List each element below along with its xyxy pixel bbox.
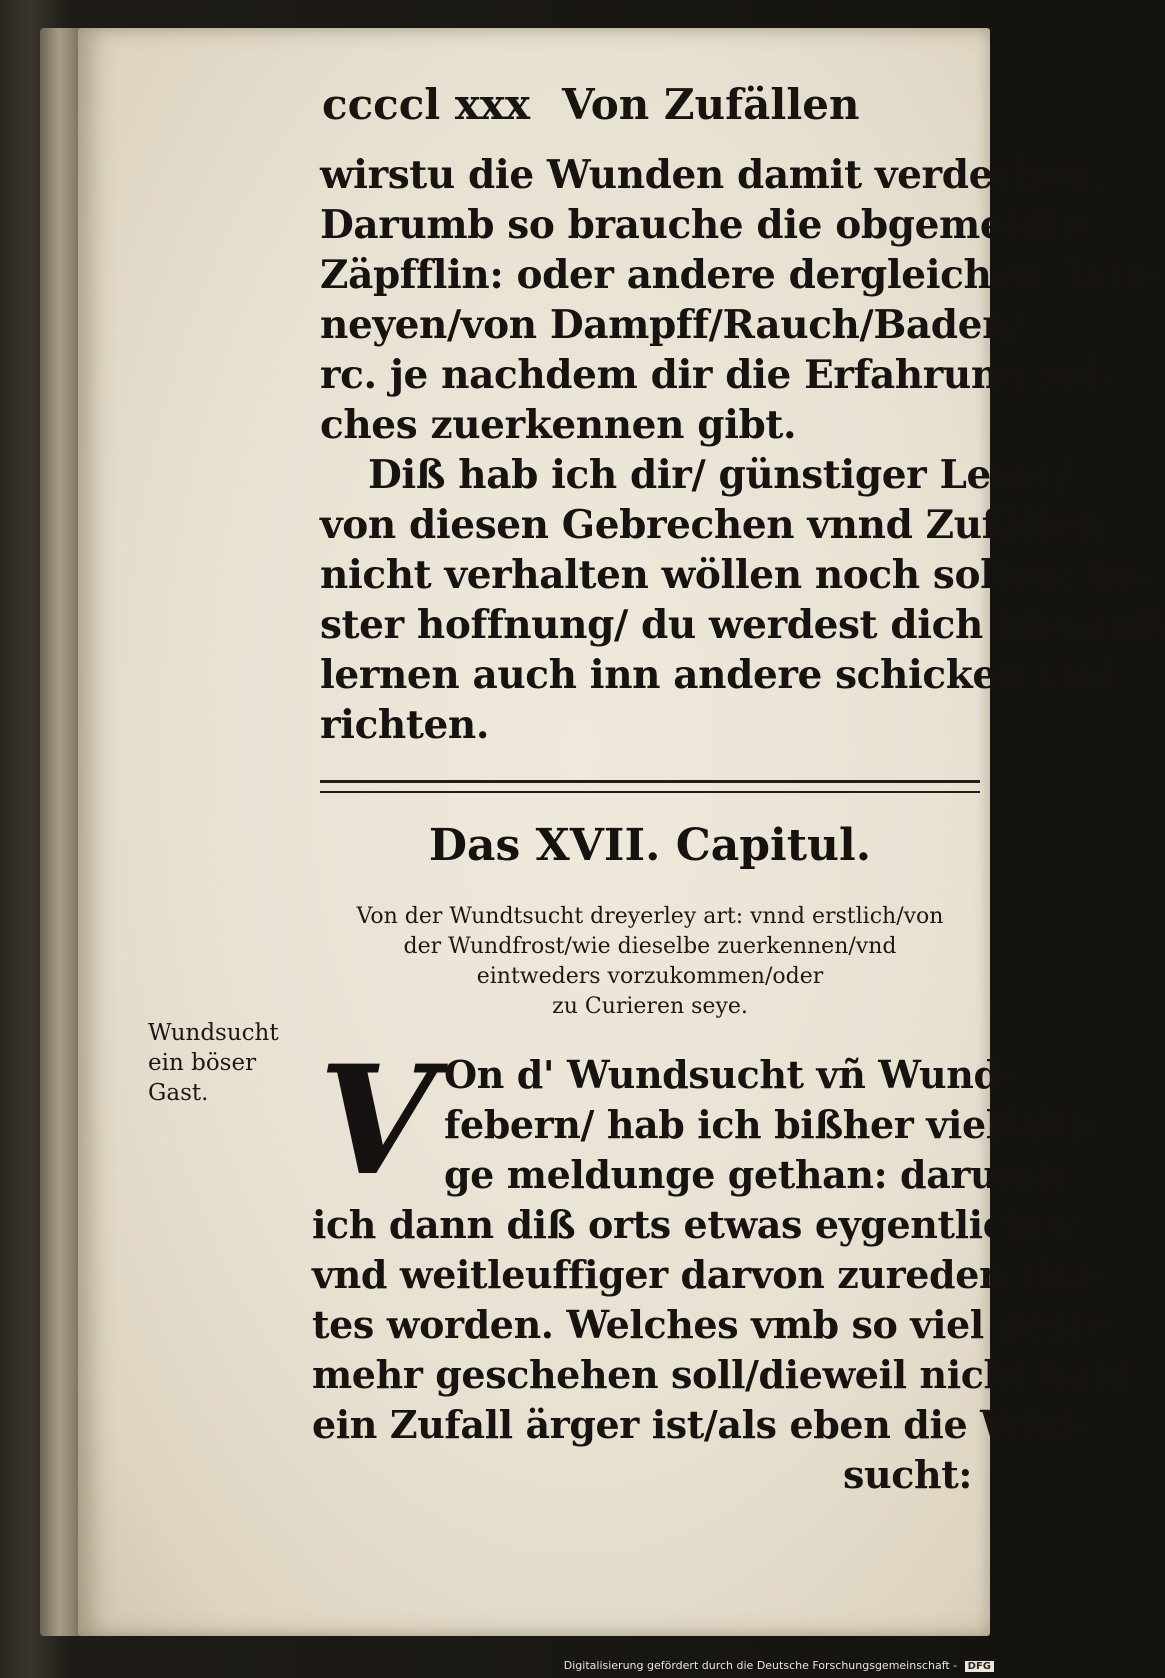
dfg-logo: DFG [965,1661,994,1672]
text-line: von diesen Gebrechen vnnd Zufällen [320,502,1105,548]
body-text-upper [320,150,1165,750]
text-line: lernen auch inn andere schicken vnd [320,652,1116,698]
text-line: ein Zufall ärger ist/als eben die Wüd- [312,1402,1090,1447]
page-header [322,80,922,140]
credit-text: Digitalisierung gefördert durch die Deutsche Forschungsgemeinschaft - [563,1659,958,1672]
text-line: febern/ hab ich bißher vielfalti- [444,1102,1101,1147]
text-line: Darumb so brauche die obgemeldte [320,202,1088,248]
digitization-credit [564,1659,994,1672]
text-line: mehr geschehen soll/dieweil nicht bald [312,1352,1132,1397]
text-line: rc. je nachdem dir die Erfahrung sol- [320,352,1117,398]
subtitle-line: Von der Wundtsucht dreyerley art: vnnd erstlich/von [356,904,944,929]
folio-number: ccccl xxx [322,80,530,129]
text-line: ches zuerkennen gibt. [320,402,797,448]
margin-note-line: Gast. [148,1080,209,1106]
subtitle-line: der Wundfrost/wie dieselbe zuerkennen/vnd [403,934,897,959]
text-line: On d' Wundsucht vñ Wund- [444,1052,1015,1097]
body-text-lower [312,1050,1132,1500]
text-line: Diß hab ich dir/ günstiger Leser/ [368,452,1071,498]
section-divider [320,780,980,793]
text-line: tes worden. Welches vmb so viel deste [312,1302,1109,1347]
text-line: Zäpfflin: oder andere dergleichen Artz- [320,252,1163,298]
text-line: ster hoffnung/ du werdest dich hierauß [320,602,1165,648]
running-head: Von Zufällen [562,80,860,129]
text-line: ich dann diß orts etwas eygentlicher [312,1202,1077,1247]
margin-note-line: Wundsucht [148,1020,279,1046]
text-line: vnd weitleuffiger darvon zureden rha- [312,1252,1106,1297]
text-line: ge meldunge gethan: darumb [444,1152,1064,1197]
text-line: neyen/von Dampff/Rauch/Baden/ [320,302,1024,348]
subtitle-line: eintweders vorzukommen/oder [476,964,824,989]
margin-note-line: ein böser [148,1050,257,1076]
chapter-title: Das XVII. Capitul. [428,820,872,871]
margin-note [148,1018,308,1108]
text-line: richten. [320,702,490,748]
chapter-subtitle [320,902,980,1022]
text-line: nicht verhalten wöllen noch sollen: be- [320,552,1156,598]
text-line: wirstu die Wunden damit verderben. [320,152,1106,198]
catchword: sucht: [843,1452,972,1497]
drop-cap-initial: V [318,1033,436,1209]
subtitle-line: zu Curieren seye. [552,994,748,1019]
